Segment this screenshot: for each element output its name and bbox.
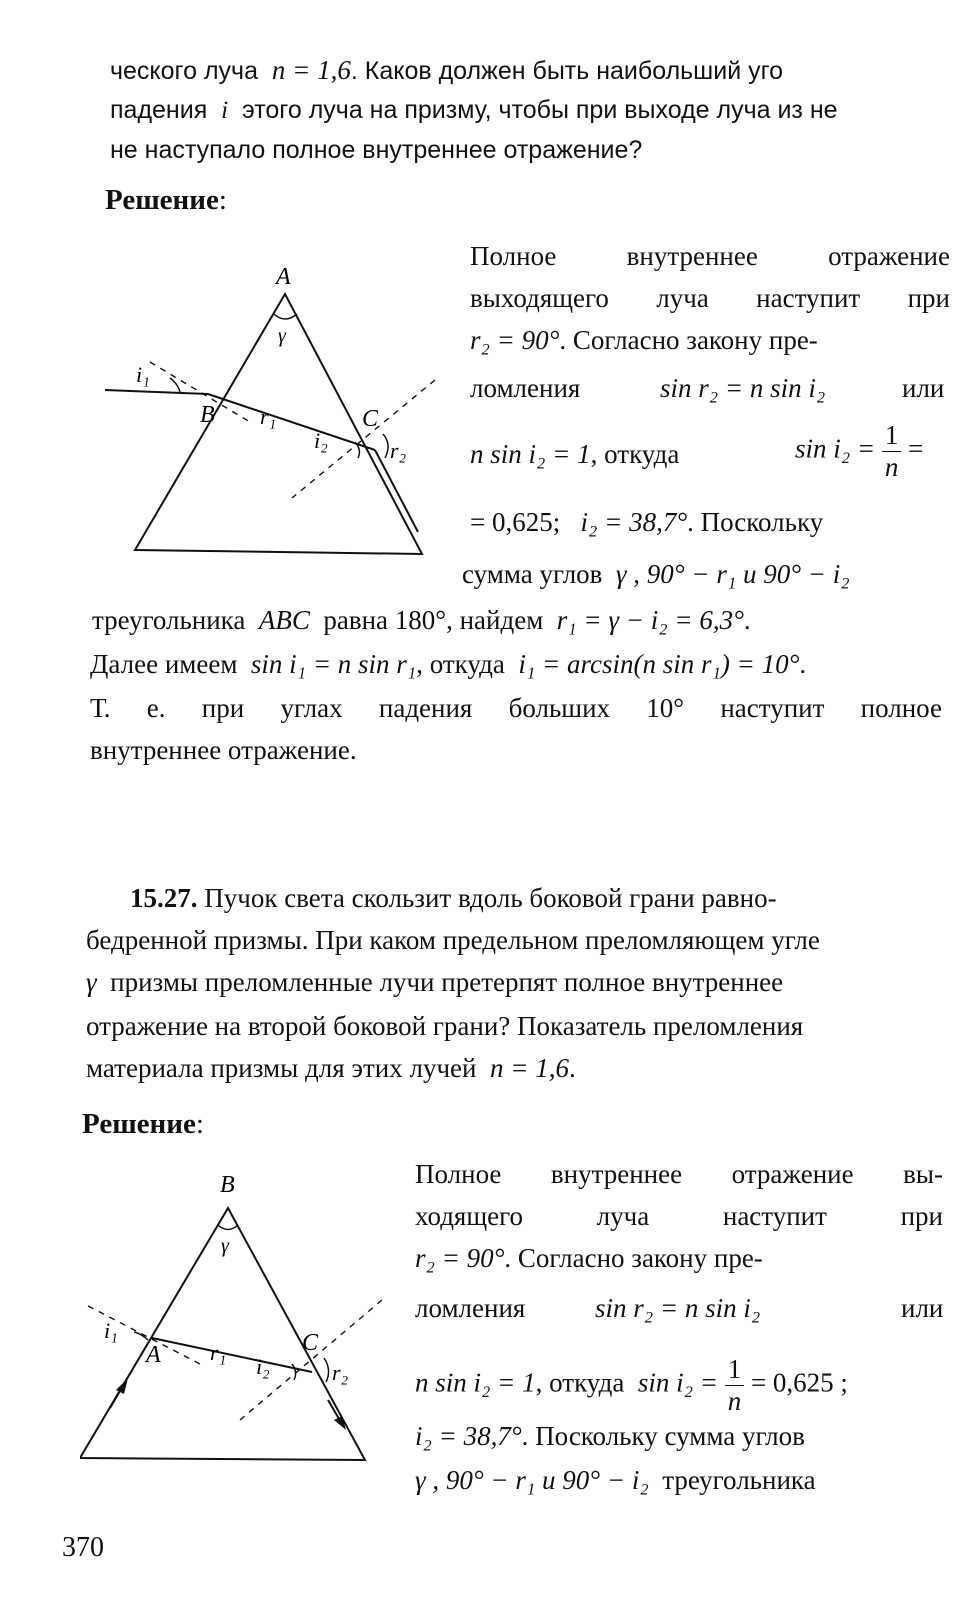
incoming-arrow-head [116, 1378, 128, 1394]
sol1-line-5: n sin i₂ = 1, откуда sin i₂ = $\frac{1}{n}$ = [470, 420, 924, 482]
problem-number: 15.27. [130, 883, 198, 913]
label-i1: i₁ [136, 362, 150, 387]
sol1-line-4: ломления sin r₂ = n sin i₂ или [470, 373, 945, 403]
fraction-1-over-n: $\frac{1}{n}$ [882, 422, 902, 481]
label-i1-2: i₁ [104, 1318, 118, 1343]
problem-15-27-line-4: отражение на второй боковой грани? Показатель преломления [86, 1011, 804, 1041]
angle-r2-arc-2 [324, 1358, 329, 1382]
page-number: 370 [62, 1532, 104, 1563]
angle-gamma-arc [274, 314, 297, 319]
sol2-line-2: ходящего луча наступит при [415, 1201, 943, 1231]
sol1-line-2: выходящего луча наступит при [470, 283, 950, 313]
sol2-line-5: n sin i₂ = 1, откуда sin i₂ = $\frac{1}{n}$ = 0,625 ; [415, 1354, 848, 1416]
intro-line-2: падения i этого луча на призму, чтобы при выходе луча из не [110, 96, 838, 124]
intro-line-1: ческого луча n = 1,6. Каков должен быть наибольший уго [110, 55, 784, 85]
label-r2-2: r₂ [332, 1360, 349, 1385]
angle-gamma-arc-2 [218, 1225, 238, 1230]
label-A-2: A [146, 1342, 161, 1368]
sol2-line-1: Полное внутреннее отражение вы- [415, 1159, 943, 1189]
angle-i2-arc-2 [292, 1364, 296, 1380]
sol1-line-10: Т. е. при углах падения больших 10° наступит полное [90, 693, 942, 723]
intro-line-3: не наступало полное внутреннее отражение? [110, 136, 643, 164]
figure-2-prism [80, 1168, 410, 1488]
solution-1-heading: Решение: [105, 184, 227, 216]
sol1-line-3: r₂ = 90°. Согласно закону пре- [470, 325, 818, 355]
label-B-2: B [220, 1172, 235, 1198]
problem-15-27-line-5: материала призмы для этих лучей n = 1,6. [86, 1053, 576, 1083]
solution-2-heading: Решение: [82, 1108, 204, 1140]
label-B: B [200, 402, 215, 428]
sol1-line-9: Далее имеем sin i₁ = n sin r₁, откуда i₁ = arcsin(n sin r₁) = 10°. [90, 649, 807, 679]
label-C: C [362, 406, 379, 432]
angle-r2-arc [383, 434, 388, 458]
label-gamma-2: γ [221, 1235, 229, 1257]
label-gamma: γ [278, 325, 286, 347]
label-A: A [276, 264, 291, 290]
label-r2: r₂ [390, 438, 407, 463]
sol2-line-3: r₂ = 90°. Согласно закону пре- [415, 1243, 763, 1273]
sol2-line-6: i₂ = 38,7°. Поскольку сумма углов [415, 1421, 805, 1451]
sol2-line-4: ломления sin r₂ = n sin i₂ или [415, 1293, 944, 1323]
label-r1: r₁ [260, 404, 277, 429]
fraction-1-over-n-2: $\frac{1}{n}$ [725, 1356, 745, 1415]
figure-1-prism [100, 262, 450, 582]
sol1-line-7: сумма углов γ , 90° − r₁ и 90° − i₂ [462, 559, 850, 589]
problem-15-27-line-1: 15.27. Пучок света скользит вдоль боковой грани равно- [130, 883, 777, 913]
refracted-ray-2 [152, 1338, 312, 1372]
label-i2: i₂ [314, 428, 328, 453]
sol1-line-6: = 0,625; i₂ = 38,7°. Поскольку [470, 507, 824, 537]
sol1-line-1: Полное внутреннее отражение [470, 241, 950, 271]
refracted-ray-1 [208, 394, 375, 450]
sol1-line-8: треугольника ABC равна 180°, найдем r₁ = γ − i₂ = 6,3°. [92, 605, 751, 635]
angle-i1-arc [170, 378, 180, 392]
label-C-2: C [302, 1330, 319, 1356]
problem-15-27-line-2: бедренной призмы. При каком предельном преломляющем угле [86, 925, 820, 955]
label-r1-2: r₁ [210, 1340, 227, 1365]
sol1-line-11: внутреннее отражение. [90, 735, 357, 765]
problem-15-27-line-3: γ призмы преломленные лучи претерпят полное внутреннее [86, 967, 784, 997]
label-i2-2: i₂ [256, 1354, 270, 1379]
incident-ray-1 [105, 390, 208, 394]
sol2-line-7: γ , 90° − r₁ и 90° − i₂ треугольника [415, 1465, 816, 1495]
